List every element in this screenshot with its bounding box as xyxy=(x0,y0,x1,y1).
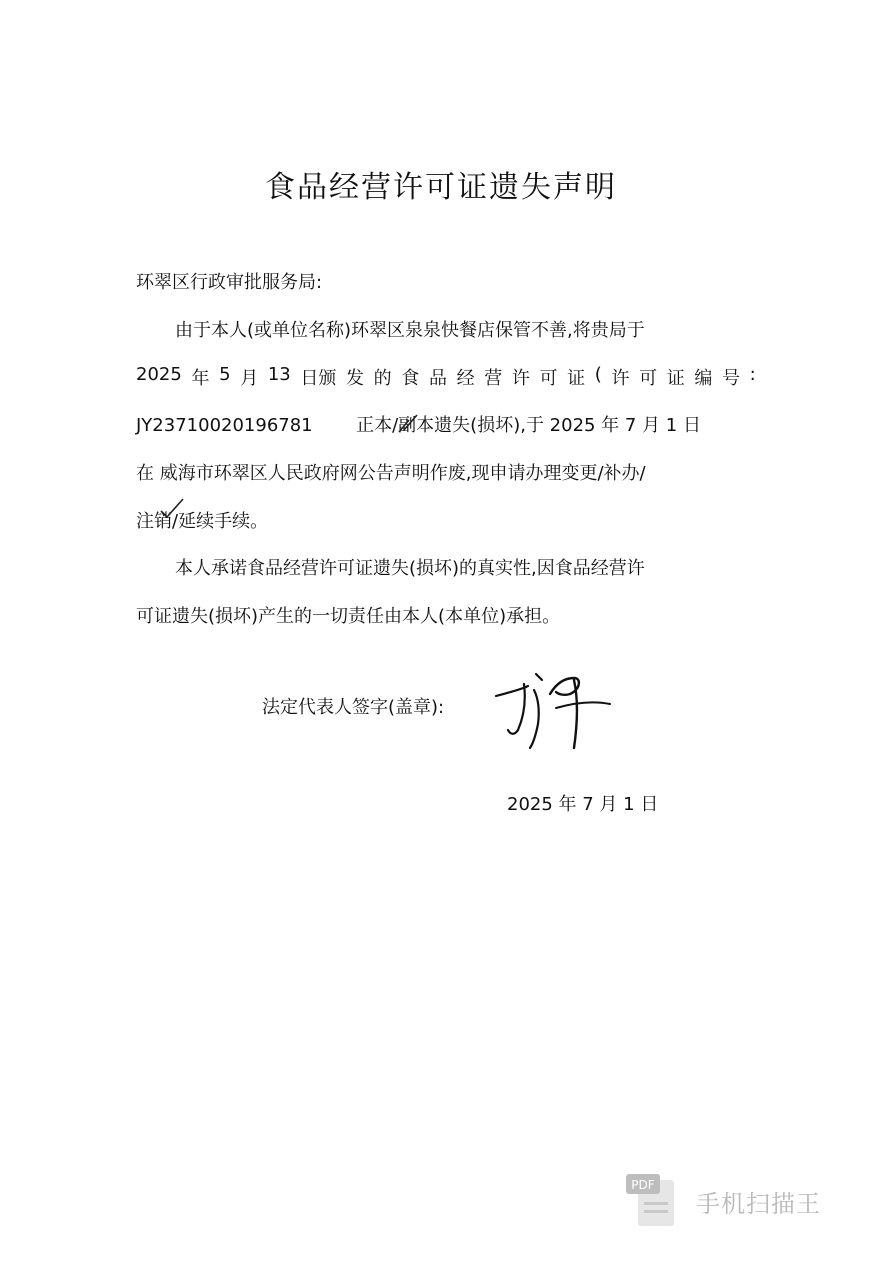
paragraph1-line2-part: 食 xyxy=(401,368,420,389)
document-date: 2025 年 7 月 1 日 xyxy=(507,794,659,815)
paragraph1-line2-part: 2025 xyxy=(136,364,182,385)
paragraph1-line1 xyxy=(175,316,755,342)
paragraph1-line2-part: 许 xyxy=(611,368,630,389)
paragraph1-line2-part: 的 xyxy=(373,368,392,389)
paragraph1-line2-part: 品 xyxy=(428,368,447,389)
pdf-file-icon xyxy=(626,1172,686,1230)
paragraph1-line2-part: 证 xyxy=(666,368,685,389)
handwritten-signature xyxy=(490,664,620,758)
watermark-text: 手机扫描王 xyxy=(696,1190,821,1218)
handwritten-check-mark xyxy=(158,497,186,521)
paragraph1-line2-part: 发 xyxy=(346,368,365,389)
pdf-icon-label: PDF xyxy=(631,1178,655,1192)
paragraph2-line2: 可证遗失(损坏)产生的一切责任由本人(本单位)承担。 xyxy=(136,606,561,627)
license-number: JY23710020196781 xyxy=(136,415,313,436)
paragraph1-line2-part: 编 xyxy=(694,368,713,389)
paragraph1-line2-part: ( xyxy=(594,364,602,385)
paragraph1-line3-rest: 正本/副本遗失(损坏),于 2025 年 7 月 1 日 xyxy=(356,415,701,436)
paragraph1-line4: 在 威海市环翠区人民政府网公告声明作废,现申请办理变更/补办/ xyxy=(136,463,646,484)
paragraph1-line2 xyxy=(136,364,756,390)
paragraph1-line2-part: 号 xyxy=(722,368,741,389)
paragraph1-line2-part: 可 xyxy=(539,368,558,389)
paragraph1-line2-part: : xyxy=(749,364,756,385)
paragraph1-line2-part: 年 xyxy=(191,368,210,389)
paragraph1-line2-part: 许 xyxy=(511,368,530,389)
addressee: 环翠区行政审批服务局: xyxy=(136,272,323,293)
paragraph1-line1-text: 由于本人(或单位名称)环翠区泉泉快餐店保管不善,将贵局于 xyxy=(175,320,645,341)
paragraph1-line2-part: 营 xyxy=(484,368,503,389)
paragraph1-line2-part: 5 xyxy=(219,364,231,385)
paragraph1-line2-part: 证 xyxy=(567,368,586,389)
paragraph1-line2-part: 13 xyxy=(267,364,291,385)
paragraph1-line2-part: 经 xyxy=(456,368,475,389)
paragraph1-line5: 注销/延续手续。 xyxy=(136,511,269,532)
signature-label: 法定代表人签字(盖章): xyxy=(262,697,445,718)
paragraph1-line2-part: 日颁 xyxy=(300,368,337,389)
scanner-watermark xyxy=(626,1172,846,1232)
paragraph1-line3 xyxy=(136,411,756,437)
paragraph1-line2-part: 可 xyxy=(639,368,658,389)
paragraph1-line2-part: 月 xyxy=(240,368,259,389)
handwritten-strike-mark xyxy=(395,412,425,436)
paragraph2-line1: 本人承诺食品经营许可证遗失(损坏)的真实性,因食品经营许 xyxy=(175,558,645,579)
document-title: 食品经营许可证遗失声明 xyxy=(265,170,617,205)
